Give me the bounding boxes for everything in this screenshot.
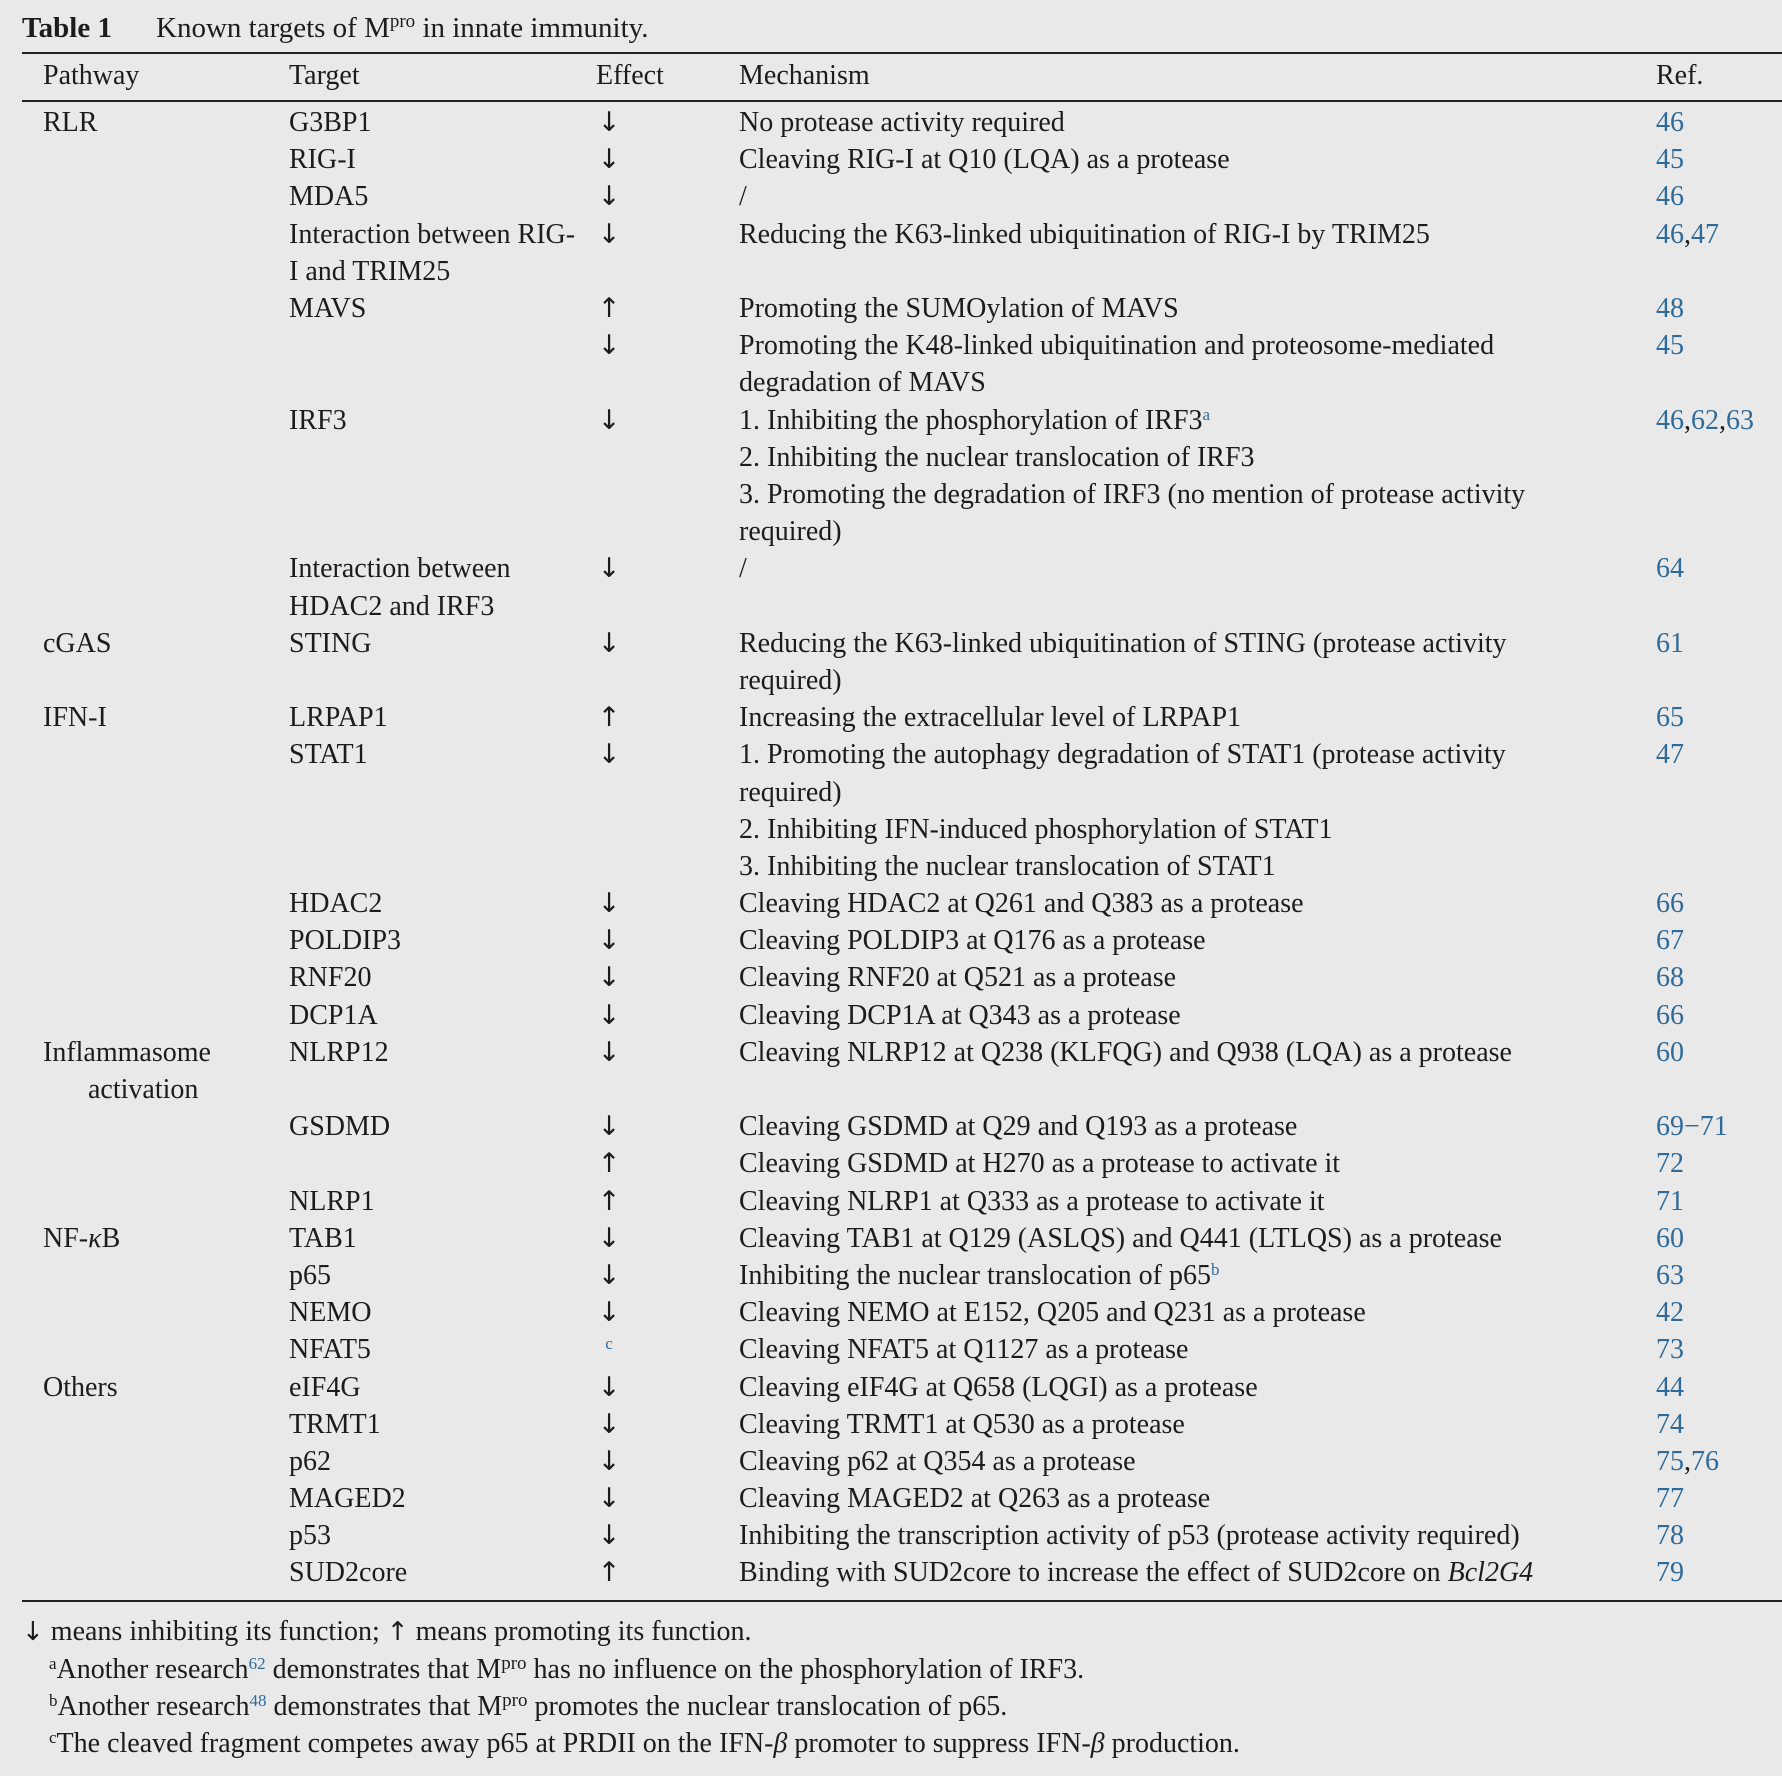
ref-cell <box>1656 1480 1782 1517</box>
table-row <box>0 290 1782 327</box>
up-arrow-icon: ↑ <box>597 292 621 324</box>
ref-link[interactable]: 42 <box>1656 1297 1684 1329</box>
mechanism-cell <box>739 1554 1599 1591</box>
ref-link[interactable]: 68 <box>1656 962 1684 994</box>
ref-link[interactable]: 47 <box>1656 739 1684 771</box>
ref-cell <box>1656 1517 1782 1554</box>
mechanism-line: 3. Inhibiting the nuclear translocation of STAT1 <box>739 850 1276 882</box>
mechanism-italic: Bcl2G4 <box>1447 1557 1534 1589</box>
ref-link[interactable]: 62 <box>1691 404 1719 436</box>
mechanism-text: Cleaving TRMT1 at Q530 as a protease <box>739 1408 1185 1440</box>
mechanism-line: 2. Inhibiting the nuclear translocation of IRF3 <box>739 441 1255 473</box>
ref-cell <box>1656 922 1782 959</box>
header-rule-effect <box>556 100 676 102</box>
mechanism-text: Inhibiting the nuclear translocation of p65 <box>739 1259 1211 1291</box>
ref-cell <box>1656 699 1782 736</box>
ref-cell <box>1656 1220 1782 1257</box>
caption-title-suffix: in innate immunity. <box>415 12 649 44</box>
mechanism-cell <box>739 216 1599 253</box>
target-cell: MAGED2 <box>289 1483 406 1515</box>
mechanism-text: Cleaving NLRP12 at Q238 (KLFQG) and Q938 (LQA) as a protease <box>739 1036 1512 1068</box>
ref-link[interactable]: 46 <box>1656 107 1684 138</box>
down-arrow-icon: ↓ <box>597 1111 621 1143</box>
down-arrow-icon: ↓ <box>597 627 621 659</box>
footnote-b-ref-link[interactable]: 48 <box>249 1691 267 1710</box>
ref-cell <box>1656 327 1782 364</box>
target-cell: STAT1 <box>289 739 368 771</box>
table-row <box>0 1257 1782 1294</box>
ref-link[interactable]: 63 <box>1656 1259 1684 1291</box>
ref-cell <box>1656 1257 1782 1294</box>
target-cell: IRF3 <box>289 404 347 436</box>
table-row <box>0 1108 1782 1145</box>
ref-link[interactable]: 48 <box>1656 292 1684 324</box>
mechanism-cell <box>739 327 1599 401</box>
ref-link[interactable]: 46 <box>1656 181 1684 213</box>
table-caption <box>22 6 649 50</box>
ref-link[interactable]: 73 <box>1656 1334 1684 1366</box>
header-effect: Effect <box>596 60 664 91</box>
down-arrow-icon: ↓ <box>597 1520 621 1552</box>
mechanism-text: Cleaving NEMO at E152, Q205 and Q231 as a protease <box>739 1297 1366 1329</box>
table-row <box>0 1406 1782 1443</box>
mechanism-cell <box>739 178 1599 215</box>
table-header <box>0 56 1782 102</box>
mechanism-text: Cleaving MAGED2 at Q263 as a protease <box>739 1483 1211 1515</box>
mechanism-text: Cleaving RIG-I at Q10 (LQA) as a protease <box>739 144 1230 176</box>
ref-link[interactable]: 63 <box>1726 404 1754 436</box>
legend-down-text: means inhibiting its function; <box>43 1616 387 1647</box>
table-row <box>0 1480 1782 1517</box>
down-arrow-icon: ↓ <box>597 1297 621 1329</box>
footnote-c-mid: promoter to suppress IFN- <box>787 1728 1091 1759</box>
target-cell: SUD2core <box>289 1557 408 1589</box>
ref-link[interactable]: 69−71 <box>1656 1111 1728 1143</box>
ref-link[interactable]: 66 <box>1656 999 1684 1031</box>
mechanism-text: No protease activity required <box>739 107 1065 138</box>
footnote-a-mid: demonstrates that M <box>265 1654 502 1685</box>
target-cell: MDA5 <box>289 181 369 213</box>
ref-link[interactable]: 61 <box>1656 627 1684 659</box>
mechanism-cell <box>739 1034 1599 1071</box>
ref-link[interactable]: 47 <box>1691 218 1719 250</box>
mechanism-text: Cleaving TAB1 at Q129 (ASLQS) and Q441 (LTLQS) as a protease <box>739 1222 1502 1254</box>
down-arrow-icon: ↓ <box>597 553 621 585</box>
target-cell: LRPAP1 <box>289 702 388 734</box>
down-arrow-icon: ↓ <box>597 999 621 1031</box>
mechanism-cell <box>739 1517 1599 1554</box>
table-row <box>0 699 1782 736</box>
header-mechanism: Mechanism <box>739 60 870 91</box>
pathway-cell: RLR <box>43 107 98 138</box>
target-cell: HDAC2 <box>289 888 383 920</box>
ref-link[interactable]: 79 <box>1656 1557 1684 1589</box>
ref-cell <box>1656 1183 1782 1220</box>
ref-link[interactable]: 77 <box>1656 1483 1684 1515</box>
mechanism-text: Cleaving NLRP1 at Q333 as a protease to activate it <box>739 1185 1325 1217</box>
down-arrow-icon: ↓ <box>597 925 621 957</box>
footnote-b-mid: demonstrates that M <box>266 1691 503 1722</box>
down-arrow-icon: ↓ <box>597 1408 621 1440</box>
ref-link[interactable]: 46 <box>1656 404 1684 436</box>
mechanism-text: Inhibiting the transcription activity of p53 (protease activity required) <box>739 1520 1520 1552</box>
table-row <box>0 327 1782 401</box>
ref-link[interactable]: 65 <box>1656 702 1684 734</box>
top-rule <box>22 52 1782 54</box>
footnote-c-beta-1: β <box>773 1728 788 1759</box>
target-cell: GSDMD <box>289 1111 391 1143</box>
target-cell: p65 <box>289 1259 331 1291</box>
ref-cell <box>1656 885 1782 922</box>
mechanism-text: Reducing the K63-linked ubiquitination of RIG-I by TRIM25 <box>739 218 1430 250</box>
footnote-c-pre: The cleaved fragment competes away p65 at PRDII on the IFN- <box>56 1728 774 1759</box>
down-arrow-icon: ↓ <box>597 218 621 250</box>
ref-cell: 75,76 <box>1656 1445 1719 1477</box>
down-arrow-icon: ↓ <box>597 962 621 994</box>
target-cell: NFAT5 <box>289 1334 371 1366</box>
ref-link[interactable]: 45 <box>1656 144 1684 176</box>
footnote-c-mark: c <box>49 1728 57 1747</box>
ref-link[interactable]: 45 <box>1656 330 1684 362</box>
mechanism-text: Cleaving GSDMD at H270 as a protease to activate it <box>739 1148 1341 1180</box>
ref-link[interactable]: 75 <box>1656 1445 1684 1477</box>
ref-cell <box>1656 959 1782 996</box>
down-arrow-icon: ↓ <box>597 330 621 362</box>
table-row <box>0 178 1782 215</box>
ref-link[interactable]: 72 <box>1656 1148 1684 1180</box>
ref-cell <box>1656 736 1782 773</box>
down-arrow-icon: ↓ <box>597 404 621 436</box>
ref-cell <box>1656 290 1782 327</box>
footnote-legend <box>22 1613 1240 1651</box>
ref-cell <box>1656 1145 1782 1182</box>
table-row <box>0 1517 1782 1554</box>
footnote-b <box>22 1688 1240 1725</box>
mechanism-text: / <box>739 553 747 585</box>
mechanism-text: Cleaving p62 at Q354 as a protease <box>739 1445 1136 1477</box>
target-cell: Interaction between RIG-I and TRIM25 <box>289 218 576 287</box>
table-row <box>0 997 1782 1034</box>
header-rule-ref <box>1620 100 1782 102</box>
table-row <box>0 625 1782 699</box>
mechanism-text: Cleaving POLDIP3 at Q176 as a protease <box>739 925 1206 957</box>
mechanism-cell <box>739 1220 1599 1257</box>
down-arrow-icon: ↓ <box>597 1259 621 1291</box>
mechanism-cell <box>739 699 1599 736</box>
mechanism-text: Cleaving eIF4G at Q658 (LQGI) as a protease <box>739 1371 1258 1403</box>
mechanism-cell <box>739 402 1599 551</box>
down-arrow-icon: ↓ <box>597 1036 621 1068</box>
mechanism-text: Cleaving GSDMD at Q29 and Q193 as a protease <box>739 1111 1298 1143</box>
caption-title-prefix: Known targets of M <box>156 12 390 44</box>
target-cell: NLRP12 <box>289 1036 389 1068</box>
target-cell: DCP1A <box>289 999 378 1031</box>
down-arrow-icon: ↓ <box>597 1222 621 1254</box>
mechanism-cell <box>739 1480 1599 1517</box>
ref-cell <box>1656 1034 1782 1071</box>
footnote-b-sup: pro <box>502 1690 528 1711</box>
down-arrow-icon: ↓ <box>597 181 621 213</box>
target-cell: G3BP1 <box>289 107 372 138</box>
pathway-cell: cGAS <box>43 627 112 659</box>
table-row <box>0 216 1782 290</box>
footnote-a-mark: a <box>49 1654 57 1673</box>
mechanism-cell <box>739 290 1599 327</box>
footnote-c-beta-2: β <box>1090 1728 1105 1759</box>
target-cell: RIG-I <box>289 144 356 176</box>
ref-link[interactable]: 71 <box>1656 1185 1684 1217</box>
table-row <box>0 1183 1782 1220</box>
ref-cell <box>1656 141 1782 178</box>
footnote-c-link[interactable]: c <box>605 1334 613 1354</box>
down-arrow-icon: ↓ <box>597 1445 621 1477</box>
footnote-a-pre: Another research <box>56 1654 249 1685</box>
pathway-cell: Inflammasome activation <box>43 1036 211 1106</box>
footnote-c <box>22 1725 1240 1762</box>
table-row <box>0 550 1782 624</box>
table-row <box>0 402 1782 551</box>
mechanism-text: Reducing the K63-linked ubiquitination of STING (protease activity required) <box>739 627 1507 696</box>
mechanism-cell <box>739 1331 1599 1368</box>
ref-cell: 46,47 <box>1656 218 1719 250</box>
mechanism-line: 1. Inhibiting the phosphorylation of IRF3 <box>739 404 1203 436</box>
table-row <box>0 1145 1782 1182</box>
mechanism-cell <box>739 1257 1599 1294</box>
mechanism-text: / <box>739 181 747 213</box>
down-arrow-icon: ↓ <box>597 144 621 176</box>
table-row <box>0 1034 1782 1108</box>
footnote-a-sup: pro <box>501 1653 527 1674</box>
footnote-a-ref-link[interactable]: 62 <box>248 1654 266 1673</box>
ref-link[interactable]: 64 <box>1656 553 1684 585</box>
footnote-b-link[interactable]: b <box>1210 1259 1220 1279</box>
mechanism-cell <box>739 736 1599 885</box>
bottom-rule <box>22 1600 1782 1602</box>
header-rule-target <box>220 100 580 102</box>
footnote-b-mark: b <box>49 1691 58 1710</box>
target-cell: MAVS <box>289 292 367 324</box>
table-row <box>0 736 1782 885</box>
footnote-b-pre: Another research <box>57 1691 250 1722</box>
ref-link[interactable]: 66 <box>1656 888 1684 920</box>
table-row <box>0 959 1782 996</box>
ref-cell <box>1656 625 1782 662</box>
mechanism-text: Binding with SUD2core to increase the effect of SUD2core on <box>739 1557 1448 1589</box>
mechanism-text: Increasing the extracellular level of LRPAP1 <box>739 702 1242 734</box>
table-row <box>0 1294 1782 1331</box>
mechanism-line: 1. Promoting the autophagy degradation of STAT1 (protease activity required) <box>739 739 1506 808</box>
mechanism-cell <box>739 885 1599 922</box>
ref-cell <box>1656 178 1782 215</box>
caption-title-sup: pro <box>389 11 416 32</box>
down-arrow-icon: ↓ <box>597 888 621 920</box>
mechanism-text: Cleaving DCP1A at Q343 as a protease <box>739 999 1181 1031</box>
mechanism-line: 3. Promoting the degradation of IRF3 (no mention of protease activity required) <box>739 478 1526 548</box>
mechanism-cell <box>739 1108 1599 1145</box>
legend-up-text: means promoting its function. <box>408 1616 752 1647</box>
up-arrow-icon: ↑ <box>597 1148 621 1180</box>
header-rule-mechanism <box>668 100 1648 102</box>
table-row <box>0 141 1782 178</box>
target-cell: eIF4G <box>289 1371 361 1403</box>
table-row <box>0 885 1782 922</box>
target-cell: NLRP1 <box>289 1185 375 1217</box>
footnotes <box>22 1613 1240 1762</box>
mechanism-text: Cleaving HDAC2 at Q261 and Q383 as a protease <box>739 888 1304 920</box>
down-arrow-icon: ↓ <box>597 1371 621 1403</box>
up-arrow-icon: ↑ <box>597 1557 621 1589</box>
mechanism-text: Cleaving NFAT5 at Q1127 as a protease <box>739 1334 1189 1366</box>
down-arrow-icon: ↓ <box>597 1483 621 1515</box>
table-row <box>0 1220 1782 1257</box>
up-arrow-icon: ↑ <box>597 702 621 734</box>
mechanism-line: 2. Inhibiting IFN-induced phosphorylation of STAT1 <box>739 813 1333 845</box>
header-target: Target <box>289 60 360 91</box>
mechanism-text: Promoting the K48-linked ubiquitination and proteosome-mediated degradation of MAVS <box>739 330 1495 399</box>
footnote-a <box>22 1651 1240 1688</box>
mechanism-text: Cleaving RNF20 at Q521 as a protease <box>739 962 1177 994</box>
table-row <box>0 922 1782 959</box>
mechanism-text: Promoting the SUMOylation of MAVS <box>739 292 1179 324</box>
table-row <box>0 1331 1782 1368</box>
pathway-cell: Others <box>43 1371 118 1403</box>
mechanism-cell <box>739 550 1599 587</box>
mechanism-cell <box>739 922 1599 959</box>
down-arrow-icon: ↓ <box>597 107 621 138</box>
ref-link[interactable]: 67 <box>1656 925 1684 957</box>
mechanism-cell <box>739 959 1599 996</box>
up-arrow-icon: ↑ <box>386 1617 409 1647</box>
down-arrow-icon: ↓ <box>22 1617 44 1647</box>
ref-cell <box>1656 1406 1782 1443</box>
header-pathway: Pathway <box>43 60 140 91</box>
target-cell: STING <box>289 627 372 659</box>
target-cell: p53 <box>289 1520 331 1552</box>
header-ref: Ref. <box>1656 60 1704 91</box>
ref-cell <box>1656 1369 1782 1406</box>
footnote-a-link[interactable]: a <box>1202 404 1211 424</box>
ref-cell <box>1656 1108 1782 1145</box>
pathway-cell: IFN-I <box>43 702 107 734</box>
mechanism-cell <box>739 1145 1599 1182</box>
ref-link[interactable]: 60 <box>1656 1036 1684 1068</box>
target-cell: p62 <box>289 1445 331 1477</box>
table-row <box>0 1369 1782 1406</box>
ref-cell <box>1656 997 1782 1034</box>
mechanism-cell <box>739 997 1599 1034</box>
target-cell: POLDIP3 <box>289 925 402 957</box>
down-arrow-icon: ↓ <box>597 739 621 771</box>
target-cell: RNF20 <box>289 962 372 994</box>
mechanism-cell <box>739 1443 1599 1480</box>
mechanism-cell <box>739 141 1599 178</box>
mechanism-cell <box>739 1294 1599 1331</box>
footnote-c-post: production. <box>1104 1728 1240 1759</box>
ref-link[interactable]: 44 <box>1656 1371 1684 1403</box>
ref-cell <box>1656 1331 1782 1368</box>
target-cell: TRMT1 <box>289 1408 381 1440</box>
ref-link[interactable]: 78 <box>1656 1520 1684 1552</box>
table-label: Table 1 <box>22 12 112 44</box>
footnote-c-marker <box>596 1331 622 1368</box>
table-row <box>0 1554 1782 1591</box>
ref-cell <box>1656 104 1782 141</box>
target-cell: Interaction between HDAC2 and IRF3 <box>289 553 511 622</box>
footnote-b-post: promotes the nuclear translocation of p65. <box>527 1691 1008 1722</box>
ref-link[interactable]: 60 <box>1656 1222 1684 1254</box>
ref-link[interactable]: 76 <box>1691 1445 1719 1477</box>
table-row <box>0 1443 1782 1480</box>
mechanism-cell <box>739 1406 1599 1443</box>
mechanism-cell <box>739 1183 1599 1220</box>
ref-link[interactable]: 46 <box>1656 218 1684 250</box>
ref-cell <box>1656 550 1782 587</box>
mechanism-cell <box>739 104 1599 141</box>
ref-cell <box>1656 1294 1782 1331</box>
ref-cell <box>1656 1554 1782 1591</box>
pathway-cell: NF-κB <box>43 1222 121 1254</box>
footnote-a-post: has no influence on the phosphorylation of IRF3. <box>526 1654 1085 1685</box>
up-arrow-icon: ↑ <box>597 1185 621 1217</box>
mechanism-cell <box>739 1369 1599 1406</box>
ref-link[interactable]: 74 <box>1656 1408 1684 1440</box>
mechanism-cell <box>739 625 1599 699</box>
target-cell: TAB1 <box>289 1222 357 1254</box>
table-row <box>0 104 1782 141</box>
ref-cell: 46,62,63 <box>1656 404 1754 436</box>
table-body <box>0 104 1782 1592</box>
target-cell: NEMO <box>289 1297 372 1329</box>
